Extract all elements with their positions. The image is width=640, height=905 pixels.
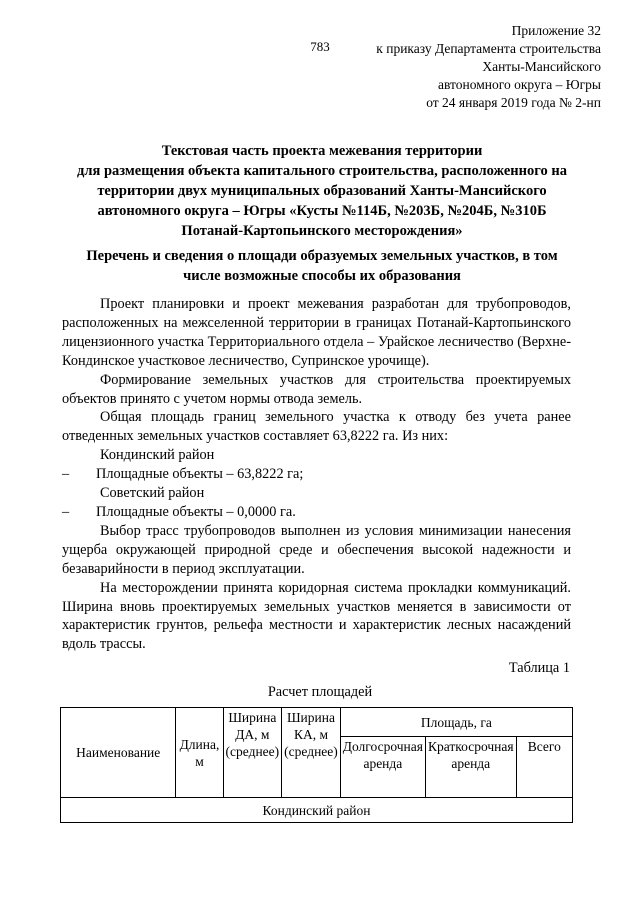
dash-marker: – <box>62 503 70 520</box>
dash-marker: – <box>62 466 70 483</box>
header-short-term-lease: Краткосрочная аренда <box>425 737 516 798</box>
title-line: территории двух муниципальных образований Ханты-Мансийского <box>97 183 547 199</box>
list-item-text: Площадные объекты – 63,8222 га; <box>96 466 304 483</box>
annex-line: автономного округа – Югры <box>438 77 601 92</box>
body-text <box>62 295 571 654</box>
list-item <box>62 503 571 522</box>
subtitle-line: Перечень и сведения о площади образуемых земельных участков, в том <box>86 248 558 264</box>
annex-line: Приложение 32 <box>511 23 601 38</box>
title-line: Потанай-Картопьинского месторождения» <box>181 223 463 239</box>
area-calculation-table <box>60 707 573 823</box>
annex-line: от 24 января 2019 года № 2-нп <box>426 95 601 110</box>
table-row <box>61 798 573 823</box>
document-title <box>62 141 582 241</box>
annex-line: к приказу Департамента строительства <box>376 41 601 56</box>
district-label: Кондинский район <box>100 447 215 464</box>
header-name: Наименование <box>61 708 176 798</box>
header-width-da: Ширина ДА, м (среднее) <box>223 708 282 798</box>
list-item <box>62 465 571 484</box>
section-row: Кондинский район <box>61 798 573 823</box>
paragraph: Общая площадь границ земельного участка к отводу без учета ранее отведенных земельных участков составляет 63,8222 га. Из них: <box>62 409 571 445</box>
title-line: автономного округа – Югры «Кусты №114Б, №203Б, №204Б, №310Б <box>97 203 547 219</box>
paragraph: Проект планировки и проект межевания разработан для трубопроводов, расположенных на межселенной территории в границах Потанай-Картопьинского лицензионного участка Территориального отдела – Урайское лесничество (Верхне-Кондинское участковое лесничество, Супринское урочище). <box>62 296 571 369</box>
paragraph: На месторождении принята коридорная система прокладки коммуникаций. Ширина вновь проектируемых земельных участков меняется в зависимости от характеристик грунтов, рельефа местности и характеристик лесных насаждений вдоль трассы. <box>62 579 571 653</box>
list-item-text: Площадные объекты – 0,0000 га. <box>96 503 296 520</box>
header-area: Площадь, га <box>340 708 572 737</box>
annex-header <box>376 22 601 112</box>
header-width-ka: Ширина КА, м (среднее) <box>282 708 341 798</box>
title-line: Текстовая часть проекта межевания территории <box>161 143 483 159</box>
annex-line: Ханты-Мансийского <box>482 59 601 74</box>
district-label: Советский район <box>100 485 205 502</box>
section-heading <box>62 246 582 286</box>
header-length: Длина, м <box>176 708 223 798</box>
table-header-row <box>61 708 573 737</box>
title-line: для размещения объекта капитального строительства, расположенного на <box>77 163 567 179</box>
header-long-term-lease: Долгосрочная аренда <box>340 737 425 798</box>
table-title: Расчет площадей <box>267 684 373 700</box>
subtitle-line: числе возможные способы их образования <box>183 268 461 284</box>
header-total: Всего <box>516 737 572 798</box>
table-label: Таблица 1 <box>508 660 570 676</box>
paragraph: Выбор трасс трубопроводов выполнен из условия минимизации нанесения ущерба окружающей природной среде и обеспечения высокой надежности и безаварийности в период эксплуатации. <box>62 522 571 577</box>
page-number: 783 <box>310 39 330 54</box>
paragraph: Формирование земельных участков для строительства проектируемых объектов принято с учетом нормы отвода земель. <box>62 371 571 407</box>
